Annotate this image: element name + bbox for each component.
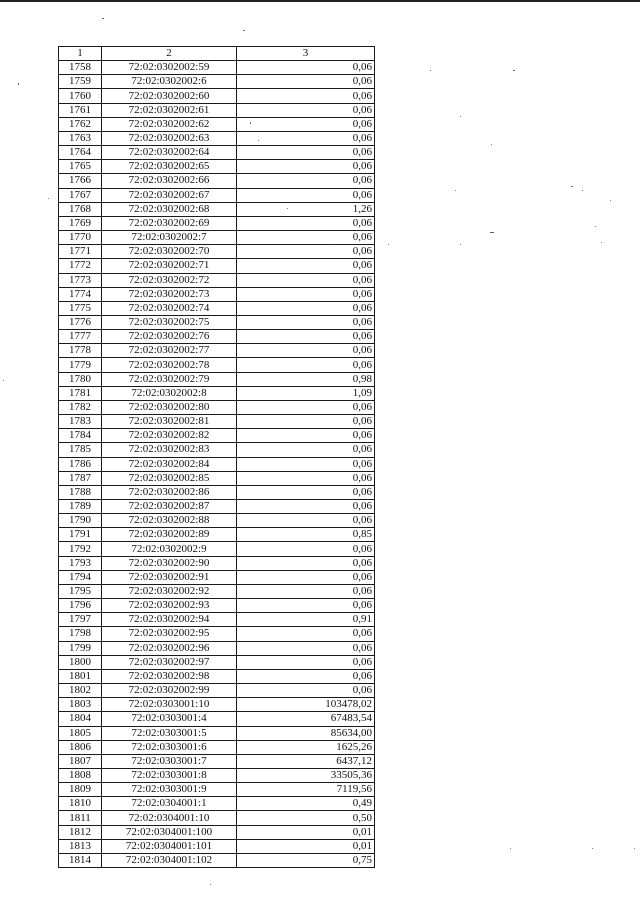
row-number-cell: 1807 (59, 754, 102, 768)
table-row (59, 853, 375, 867)
cadastral-number-cell: 72:02:0302002:61 (102, 103, 237, 117)
table-row (59, 202, 375, 216)
value-cell: 0,06 (237, 330, 375, 344)
table-row (59, 556, 375, 570)
value-cell: 0,06 (237, 358, 375, 372)
table-row (59, 500, 375, 514)
value-cell: 0,06 (237, 188, 375, 202)
scan-top-edge (0, 0, 640, 2)
table-row (59, 372, 375, 386)
scan-speck (3, 380, 4, 381)
value-cell: 0,06 (237, 245, 375, 259)
table-row (59, 188, 375, 202)
value-cell: 0,06 (237, 174, 375, 188)
scan-speck (210, 884, 211, 885)
cadastral-number-cell: 72:02:0302002:73 (102, 287, 237, 301)
table-row (59, 301, 375, 315)
table-row (59, 174, 375, 188)
table-row (59, 216, 375, 230)
value-cell: 0,06 (237, 344, 375, 358)
row-number-cell: 1790 (59, 514, 102, 528)
column-header-2: 2 (102, 47, 237, 61)
table-row (59, 584, 375, 598)
cadastral-number-cell: 72:02:0302002:94 (102, 613, 237, 627)
value-cell: 0,06 (237, 117, 375, 131)
row-number-cell: 1793 (59, 556, 102, 570)
value-cell: 0,06 (237, 485, 375, 499)
cadastral-number-cell: 72:02:0302002:60 (102, 89, 237, 103)
cadastral-number-cell: 72:02:0302002:77 (102, 344, 237, 358)
row-number-cell: 1774 (59, 287, 102, 301)
cadastral-number-cell: 72:02:0303001:5 (102, 726, 237, 740)
table-row (59, 259, 375, 273)
value-cell: 0,06 (237, 655, 375, 669)
table-row (59, 528, 375, 542)
table-row (59, 726, 375, 740)
cadastral-number-cell: 72:02:0302002:7 (102, 231, 237, 245)
scan-speck (243, 30, 245, 31)
cadastral-number-cell: 72:02:0302002:68 (102, 202, 237, 216)
cadastral-number-cell: 72:02:0302002:91 (102, 570, 237, 584)
row-number-cell: 1801 (59, 669, 102, 683)
cadastral-number-cell: 72:02:0302002:93 (102, 599, 237, 613)
cadastral-number-cell: 72:02:0303001:7 (102, 754, 237, 768)
scan-speck (592, 848, 593, 849)
row-number-cell: 1770 (59, 231, 102, 245)
row-number-cell: 1763 (59, 131, 102, 145)
cadastral-number-cell: 72:02:0302002:85 (102, 471, 237, 485)
cadastral-number-cell: 72:02:0302002:97 (102, 655, 237, 669)
row-number-cell: 1780 (59, 372, 102, 386)
cadastral-number-cell: 72:02:0304001:102 (102, 853, 237, 867)
row-number-cell: 1803 (59, 698, 102, 712)
table-row (59, 485, 375, 499)
value-cell: 0,06 (237, 641, 375, 655)
cadastral-number-cell: 72:02:0302002:66 (102, 174, 237, 188)
row-number-cell: 1806 (59, 740, 102, 754)
value-cell: 0,91 (237, 613, 375, 627)
row-number-cell: 1784 (59, 429, 102, 443)
row-number-cell: 1791 (59, 528, 102, 542)
table-row (59, 131, 375, 145)
table-row (59, 344, 375, 358)
row-number-cell: 1764 (59, 146, 102, 160)
cadastral-number-cell: 72:02:0302002:62 (102, 117, 237, 131)
table-row (59, 386, 375, 400)
cadastral-number-cell: 72:02:0303001:9 (102, 783, 237, 797)
row-number-cell: 1781 (59, 386, 102, 400)
value-cell: 0,06 (237, 684, 375, 698)
column-header-1: 1 (59, 47, 102, 61)
table-row (59, 641, 375, 655)
value-cell: 6437,12 (237, 754, 375, 768)
cadastral-number-cell: 72:02:0302002:88 (102, 514, 237, 528)
value-cell: 0,75 (237, 853, 375, 867)
table-row (59, 514, 375, 528)
cadastral-number-cell: 72:02:0302002:69 (102, 216, 237, 230)
scan-speck (430, 70, 431, 71)
table-row (59, 655, 375, 669)
scan-speck (330, 244, 331, 245)
table-row (59, 712, 375, 726)
value-cell: 0,06 (237, 556, 375, 570)
scan-speck (491, 144, 492, 145)
value-cell: 0,06 (237, 415, 375, 429)
row-number-cell: 1789 (59, 500, 102, 514)
row-number-cell: 1775 (59, 301, 102, 315)
row-number-cell: 1812 (59, 825, 102, 839)
row-number-cell: 1783 (59, 415, 102, 429)
value-cell: 0,85 (237, 528, 375, 542)
table-row (59, 669, 375, 683)
row-number-cell: 1786 (59, 457, 102, 471)
value-cell: 0,06 (237, 146, 375, 160)
table-row (59, 315, 375, 329)
scan-speck (258, 140, 259, 141)
value-cell: 0,06 (237, 89, 375, 103)
value-cell: 103478,02 (237, 698, 375, 712)
row-number-cell: 1761 (59, 103, 102, 117)
value-cell: 0,06 (237, 160, 375, 174)
cadastral-number-cell: 72:02:0302002:65 (102, 160, 237, 174)
table-row (59, 811, 375, 825)
cadastral-number-cell: 72:02:0304001:1 (102, 797, 237, 811)
cadastral-number-cell: 72:02:0302002:82 (102, 429, 237, 443)
scan-speck (595, 226, 596, 227)
value-cell: 0,06 (237, 471, 375, 485)
value-cell: 0,06 (237, 457, 375, 471)
row-number-cell: 1797 (59, 613, 102, 627)
row-number-cell: 1766 (59, 174, 102, 188)
cadastral-number-cell: 72:02:0302002:59 (102, 61, 237, 75)
table-row (59, 698, 375, 712)
value-cell: 0,06 (237, 131, 375, 145)
cadastral-number-cell: 72:02:0302002:92 (102, 584, 237, 598)
scan-speck (460, 244, 461, 245)
row-number-cell: 1804 (59, 712, 102, 726)
row-number-cell: 1796 (59, 599, 102, 613)
cadastral-number-cell: 72:02:0302002:90 (102, 556, 237, 570)
cadastral-number-cell: 72:02:0302002:76 (102, 330, 237, 344)
value-cell: 0,06 (237, 103, 375, 117)
row-number-cell: 1813 (59, 839, 102, 853)
scan-speck (388, 244, 389, 245)
table-row (59, 570, 375, 584)
cadastral-number-cell: 72:02:0302002:80 (102, 400, 237, 414)
value-cell: 0,06 (237, 599, 375, 613)
table-row (59, 839, 375, 853)
table-row (59, 613, 375, 627)
row-number-cell: 1799 (59, 641, 102, 655)
row-number-cell: 1759 (59, 75, 102, 89)
row-number-cell: 1758 (59, 61, 102, 75)
value-cell: 1,26 (237, 202, 375, 216)
cadastral-number-cell: 72:02:0302002:63 (102, 131, 237, 145)
cadastral-number-cell: 72:02:0302002:9 (102, 542, 237, 556)
value-cell: 85634,00 (237, 726, 375, 740)
cadastral-number-cell: 72:02:0302002:75 (102, 315, 237, 329)
table-row (59, 160, 375, 174)
table-row (59, 231, 375, 245)
cadastral-number-cell: 72:02:0302002:81 (102, 415, 237, 429)
cadastral-number-cell: 72:02:0302002:96 (102, 641, 237, 655)
scan-speck (571, 186, 573, 187)
table-row (59, 415, 375, 429)
value-cell: 0,49 (237, 797, 375, 811)
cadastral-number-cell: 72:02:0302002:67 (102, 188, 237, 202)
table-row (59, 471, 375, 485)
value-cell: 0,98 (237, 372, 375, 386)
row-number-cell: 1785 (59, 443, 102, 457)
value-cell: 0,01 (237, 839, 375, 853)
scan-speck (48, 198, 49, 199)
value-cell: 0,06 (237, 315, 375, 329)
cadastral-number-cell: 72:02:0304001:100 (102, 825, 237, 839)
cadastral-number-cell: 72:02:0302002:95 (102, 627, 237, 641)
scan-speck (250, 122, 251, 124)
table-row (59, 783, 375, 797)
value-cell: 0,06 (237, 669, 375, 683)
table-row (59, 117, 375, 131)
row-number-cell: 1798 (59, 627, 102, 641)
cadastral-number-cell: 72:02:0302002:84 (102, 457, 237, 471)
scan-speck (18, 83, 19, 85)
cadastral-number-cell: 72:02:0302002:71 (102, 259, 237, 273)
column-header-3: 3 (237, 47, 375, 61)
scan-speck (510, 848, 511, 849)
cadastral-number-cell: 72:02:0302002:87 (102, 500, 237, 514)
value-cell: 0,06 (237, 542, 375, 556)
scan-speck (634, 848, 635, 849)
value-cell: 0,06 (237, 61, 375, 75)
cadastral-number-cell: 72:02:0302002:72 (102, 273, 237, 287)
row-number-cell: 1811 (59, 811, 102, 825)
table-row (59, 627, 375, 641)
table-row (59, 599, 375, 613)
table-row (59, 429, 375, 443)
table-row (59, 61, 375, 75)
value-cell: 0,06 (237, 500, 375, 514)
cadastral-number-cell: 72:02:0302002:74 (102, 301, 237, 315)
cadastral-number-cell: 72:02:0304001:101 (102, 839, 237, 853)
table-row (59, 797, 375, 811)
cadastral-number-cell: 72:02:0302002:99 (102, 684, 237, 698)
table-row (59, 330, 375, 344)
row-number-cell: 1779 (59, 358, 102, 372)
row-number-cell: 1762 (59, 117, 102, 131)
table-row (59, 542, 375, 556)
scan-speck (582, 190, 583, 191)
cadastral-number-cell: 72:02:0303001:4 (102, 712, 237, 726)
table-row (59, 768, 375, 782)
value-cell: 0,06 (237, 75, 375, 89)
table-row (59, 146, 375, 160)
table-row (59, 89, 375, 103)
table-row (59, 443, 375, 457)
cadastral-number-cell: 72:02:0303001:6 (102, 740, 237, 754)
table-row (59, 103, 375, 117)
table-row (59, 273, 375, 287)
row-number-cell: 1794 (59, 570, 102, 584)
value-cell: 1,09 (237, 386, 375, 400)
row-number-cell: 1769 (59, 216, 102, 230)
row-number-cell: 1802 (59, 684, 102, 698)
cadastral-number-cell: 72:02:0302002:64 (102, 146, 237, 160)
scan-speck (610, 200, 611, 201)
value-cell: 0,06 (237, 273, 375, 287)
table-row (59, 754, 375, 768)
row-number-cell: 1760 (59, 89, 102, 103)
row-number-cell: 1773 (59, 273, 102, 287)
row-number-cell: 1778 (59, 344, 102, 358)
table-row (59, 457, 375, 471)
table-row (59, 358, 375, 372)
value-cell: 0,06 (237, 259, 375, 273)
table-row (59, 684, 375, 698)
row-number-cell: 1782 (59, 400, 102, 414)
header-row (59, 47, 375, 61)
value-cell: 7119,56 (237, 783, 375, 797)
cadastral-number-cell: 72:02:0302002:78 (102, 358, 237, 372)
data-table (58, 46, 375, 868)
table-row (59, 245, 375, 259)
row-number-cell: 1776 (59, 315, 102, 329)
cadastral-number-cell: 72:02:0302002:83 (102, 443, 237, 457)
row-number-cell: 1800 (59, 655, 102, 669)
row-number-cell: 1787 (59, 471, 102, 485)
value-cell: 0,50 (237, 811, 375, 825)
value-cell: 0,06 (237, 400, 375, 414)
row-number-cell: 1772 (59, 259, 102, 273)
scan-speck (490, 232, 494, 233)
row-number-cell: 1809 (59, 783, 102, 797)
value-cell: 0,06 (237, 570, 375, 584)
cadastral-number-cell: 72:02:0302002:98 (102, 669, 237, 683)
value-cell: 0,06 (237, 287, 375, 301)
cadastral-number-cell: 72:02:0302002:8 (102, 386, 237, 400)
row-number-cell: 1777 (59, 330, 102, 344)
row-number-cell: 1795 (59, 584, 102, 598)
table-row (59, 287, 375, 301)
value-cell: 67483,54 (237, 712, 375, 726)
cadastral-number-cell: 72:02:0303001:8 (102, 768, 237, 782)
value-cell: 33505,36 (237, 768, 375, 782)
table-header (59, 47, 375, 61)
table-row (59, 400, 375, 414)
row-number-cell: 1767 (59, 188, 102, 202)
value-cell: 0,06 (237, 443, 375, 457)
scan-speck (460, 116, 461, 117)
cadastral-number-cell: 72:02:0302002:79 (102, 372, 237, 386)
cadastral-number-cell: 72:02:0304001:10 (102, 811, 237, 825)
cadastral-number-cell: 72:02:0303001:10 (102, 698, 237, 712)
row-number-cell: 1765 (59, 160, 102, 174)
cadastral-number-cell: 72:02:0302002:70 (102, 245, 237, 259)
cadastral-number-cell: 72:02:0302002:6 (102, 75, 237, 89)
value-cell: 0,06 (237, 514, 375, 528)
row-number-cell: 1768 (59, 202, 102, 216)
row-number-cell: 1814 (59, 853, 102, 867)
table-row (59, 75, 375, 89)
value-cell: 0,06 (237, 301, 375, 315)
row-number-cell: 1792 (59, 542, 102, 556)
value-cell: 0,06 (237, 627, 375, 641)
row-number-cell: 1810 (59, 797, 102, 811)
scan-speck (601, 242, 602, 243)
cadastral-number-cell: 72:02:0302002:86 (102, 485, 237, 499)
scan-speck (455, 190, 456, 191)
value-cell: 1625,26 (237, 740, 375, 754)
value-cell: 0,06 (237, 429, 375, 443)
row-number-cell: 1788 (59, 485, 102, 499)
table-row (59, 825, 375, 839)
value-cell: 0,06 (237, 584, 375, 598)
value-cell: 0,01 (237, 825, 375, 839)
scan-speck (287, 208, 288, 209)
row-number-cell: 1805 (59, 726, 102, 740)
cadastral-number-cell: 72:02:0302002:89 (102, 528, 237, 542)
row-number-cell: 1808 (59, 768, 102, 782)
scan-speck (513, 70, 515, 71)
value-cell: 0,06 (237, 216, 375, 230)
table-body (59, 61, 375, 868)
value-cell: 0,06 (237, 231, 375, 245)
table-row (59, 740, 375, 754)
scan-speck (102, 18, 104, 19)
row-number-cell: 1771 (59, 245, 102, 259)
